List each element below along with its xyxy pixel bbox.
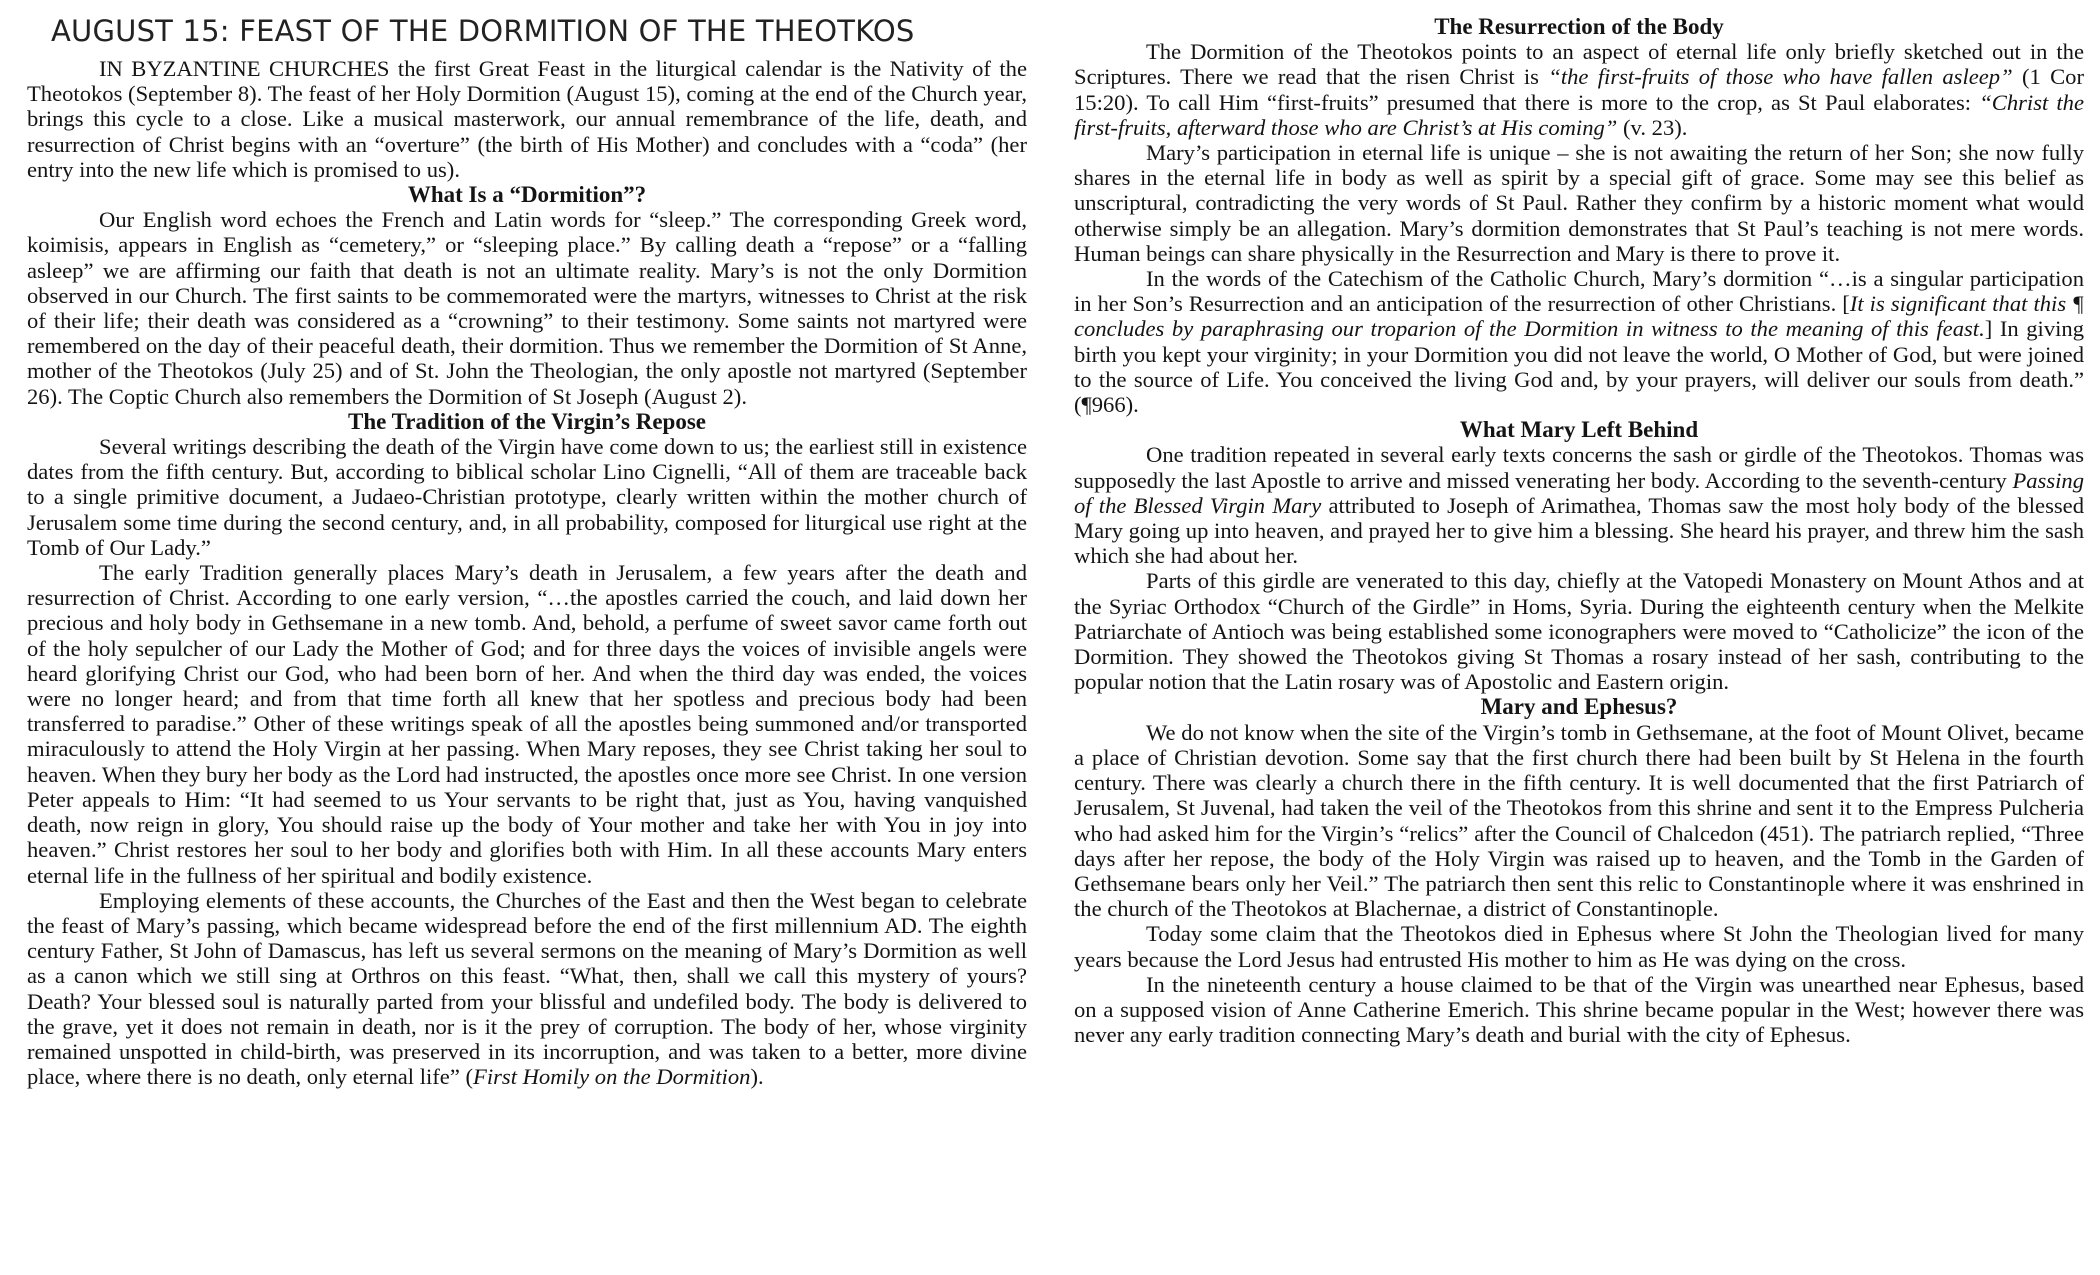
writings-paragraph: Several writings describing the death of the Virgin have come down to us; the earliest still in existence dates from the fifth century. But, according to biblical scholar Lino Cignelli, “All of them are traceable back to a single primitive document, a Judaeo-Christian prototype, clearly written within the mother church of Jerusalem some time during the second century, and, in all probability, composed for liturgical use right at the Tomb of Our Lady.” — [27, 434, 1027, 560]
employing-paragraph — [27, 888, 1027, 1090]
resurrection-paragraph — [1074, 39, 2084, 140]
homily-citation: First Homily on the Dormition — [473, 1064, 751, 1090]
heading-what-is-dormition: What Is a “Dormition”? — [407, 182, 647, 208]
resurrection-text-a: The Dormition of the Theotokos points to an aspect of eternal life only briefly sketched out in the Scriptures. There we read that the risen Christ is — [1074, 39, 2084, 90]
tomb-paragraph: We do not know when the site of the Virgin’s tomb in Gethsemane, at the foot of Mount Olivet, became a place of Christian devotion. Some say that the first church there had been built by St Helena in the fourth century. There was clearly a church there in the fifth century. It is well documented that the first Patriarch of Jerusalem, St Juvenal, had taken the veil of the Theotokos from this shrine and sent it to the Empress Pulcheria who had asked him for the Virgin’s “relics” after the Council of Chalcedon (451). The patriarch replied, “Three days after her repose, the body of the Holy Virgin was raised up to heaven, and the Tomb in the Garden of Gethsemane bears only her Veil.” The patriarch then sent this relic to Constantinople where it was enshrined in the church of the Theotokos at Blachernae, a district of Constantinople. — [1074, 719, 2084, 922]
heading-mary-ephesus: Mary and Ephesus? — [1480, 694, 1678, 720]
sash-paragraph — [1074, 442, 2084, 568]
employing-text: Employing elements of these accounts, the Churches of the East and then the West began to celebrate the feast of Mary’s passing, which became widespread before the end of the first millennium AD. The eighth century Father, St John of Damascus, has left us several sermons on the meaning of Mary’s Dormition as well as a canon which we still sing at Orthros on this feast. “What, then, shall we call this mystery of yours? Death? Your blessed soul is naturally parted from your blissful and undefiled body. The body is delivered to the grave, yet it does not remain in death, nor is it the prey of corruption. The body of her, whose virginity remained unspotted in child-birth, was preserved in its incorruption, and was taken to a better, more divine place, where there is no death, only eternal life” ( — [27, 887, 1027, 1090]
left-column — [27, 14, 1027, 1089]
sash-text-b: attributed to Joseph of Arimathea, Thomas saw the most holy body of the blessed Mary going up into heaven, and prayed her to give him a blessing. She heard his prayer, and threw him the sash which she had about her. — [1074, 492, 2084, 569]
catechism-editorial-note: It is significant that this ¶ concludes by paraphrasing our troparion of the Dormition in witness to the meaning of this feast. — [1074, 291, 2084, 342]
early-tradition-paragraph: The early Tradition generally places Mary’s death in Jerusalem, a few years after the death and resurrection of Christ. According to one early version, “…the apostles carried the couch, and laid down her precious and holy body in Gethsemane in a new tomb. And, behold, a perfume of sweet savor came forth out of the holy sepulcher of our Lady the Mother of God; and for three days the voices of invisible angels were heard glorifying Christ our God, who had been born of her. And when the third day was ended, the voices were no longer heard; and from that time forth all knew that her spotless and precious body had been transferred to paradise.” Other of these writings speak of all the apostles being summoned and/or transported miraculously to attend the Holy Virgin at her passing. When Mary reposes, they see Christ taking her soul to heaven. When they bury her body as the Lord had instructed, the apostles once more see Christ. In one version Peter appeals to Him: “It had seemed to us Your servants to be right that, just as You, having vanquished death, now reign in glory, You should raise up the body of Your mother and take her with You in joy into heaven.” Christ restores her soul to her body and glorifies both with Him. In all these accounts Mary enters eternal life in the fullness of her spiritual and bodily existence. — [27, 560, 1027, 888]
heading-resurrection-body: The Resurrection of the Body — [1434, 14, 1724, 39]
resurrection-text-c: (v. 23). — [1617, 114, 1688, 140]
passing-title: Passing of the Blessed Virgin Mary — [1074, 467, 2084, 518]
dormition-paragraph: Our English word echoes the French and Latin words for “sleep.” The corresponding Greek word, koimisis, appears in English as “cemetery,” or “sleeping place.” By calling death a “repose” or a “falling asleep” we are affirming our faith that death is not an ultimate reality. Mary’s is not the only Dormition observed in our Church. The first saints to be commemorated were the martyrs, witnesses to Christ at the risk of their life; their death was considered as a “crowning” to their testimony. Some saints not martyred were remembered on the day of their peaceful death, their dormition. Thus we remember the Dormition of St Anne, mother of the Theotokos (July 25) and of St. John the Theologian, the only apostle not martyred (September 26). The Coptic Church also remembers the Dormition of St Joseph (August 2). — [27, 207, 1027, 409]
today-paragraph: Today some claim that the Theotokos died in Ephesus where St John the Theologian lived for many years because the Lord Jesus had entrusted His mother to him as He was dying on the cross. — [1074, 921, 2084, 972]
girdle-paragraph: Parts of this girdle are venerated to this day, chiefly at the Vatopedi Monastery on Mount Athos and at the Syriac Orthodox “Church of the Girdle” in Homs, Syria. During the eighteenth century when the Melkite Patriarchate of Antioch was being established some iconographers were moved to “Catholicize” the icon of the Dormition. They showed the Theotokos giving St Thomas a rosary instead of her sash, contributing to the popular notion that the Latin rosary was of Apostolic and Eastern origin. — [1074, 568, 2084, 695]
catechism-text-a: In the words of the Catechism of the Catholic Church, Mary’s dormition “…is a singular participation in her Son’s Resurrection and an anticipation of the resurrection of other Christians. [ — [1074, 266, 2084, 317]
sash-text-a: One tradition repeated in several early texts concerns the sash or girdle of the Theotokos. Thomas was supposedly the last Apostle to arrive and missed venerating her body. According to the seventh-century — [1074, 442, 2084, 493]
catechism-paragraph — [1074, 266, 2084, 417]
scripture-quote-first-fruits: “the first-fruits of those who have fallen asleep” — [1548, 64, 2013, 90]
scripture-quote-coming: “Christ the first-fruits, afterward those who are Christ’s at His coming” — [1074, 89, 2084, 140]
employing-end: ). — [750, 1064, 764, 1090]
resurrection-text-b: (1 Cor 15:20). To call Him “first-fruits” presumed that there is more to the crop, as St Paul elaborates: — [1074, 64, 2084, 115]
heading-tradition-repose: The Tradition of the Virgin’s Repose — [347, 408, 706, 434]
intro-paragraph: IN BYZANTINE CHURCHES the first Great Feast in the liturgical calendar is the Nativity of the Theotokos (September 8). The feast of her Holy Dormition (August 15), coming at the end of the Church year, brings this cycle to a close. Like a musical masterwork, our annual remembrance of the life, death, and resurrection of Christ begins with an “overture” (the birth of His Mother) and concludes with a “coda” (her entry into the new life which is promised to us). — [27, 56, 1027, 182]
participation-paragraph: Mary’s participation in eternal life is unique – she is not awaiting the return of her Son; she now fully shares in the eternal life in body as well as spirit by a special gift of grace. Some may see this belief as unscriptural, contradicting the very words of St Paul. Rather they confirm by a historic moment what would otherwise simply be an allegation. Mary’s dormition demonstrates that St Paul’s teaching is not mere words. Human beings can share physically in the Resurrection and Mary is there to prove it. — [1074, 140, 2084, 266]
nineteenth-century-paragraph: In the nineteenth century a house claimed to be that of the Virgin was unearthed near Ephesus, based on a supposed vision of Anne Catherine Emerich. This shrine became popular in the West; however there was never any early tradition connecting Mary’s death and burial with the city of Ephesus. — [1074, 971, 2084, 1048]
page-title: AUGUST 15: FEAST OF THE DORMITION OF THE THEOTKOS — [51, 14, 915, 48]
right-column — [1074, 14, 2084, 1047]
catechism-text-b: ] In giving birth you kept your virginity; in your Dormition you did not leave the world, O Mother of God, but were joined to the source of Life. You conceived the living God and, by your prayers, will deliver our souls from death.” (¶966). — [1074, 316, 2084, 418]
heading-what-mary-left: What Mary Left Behind — [1459, 417, 1699, 443]
